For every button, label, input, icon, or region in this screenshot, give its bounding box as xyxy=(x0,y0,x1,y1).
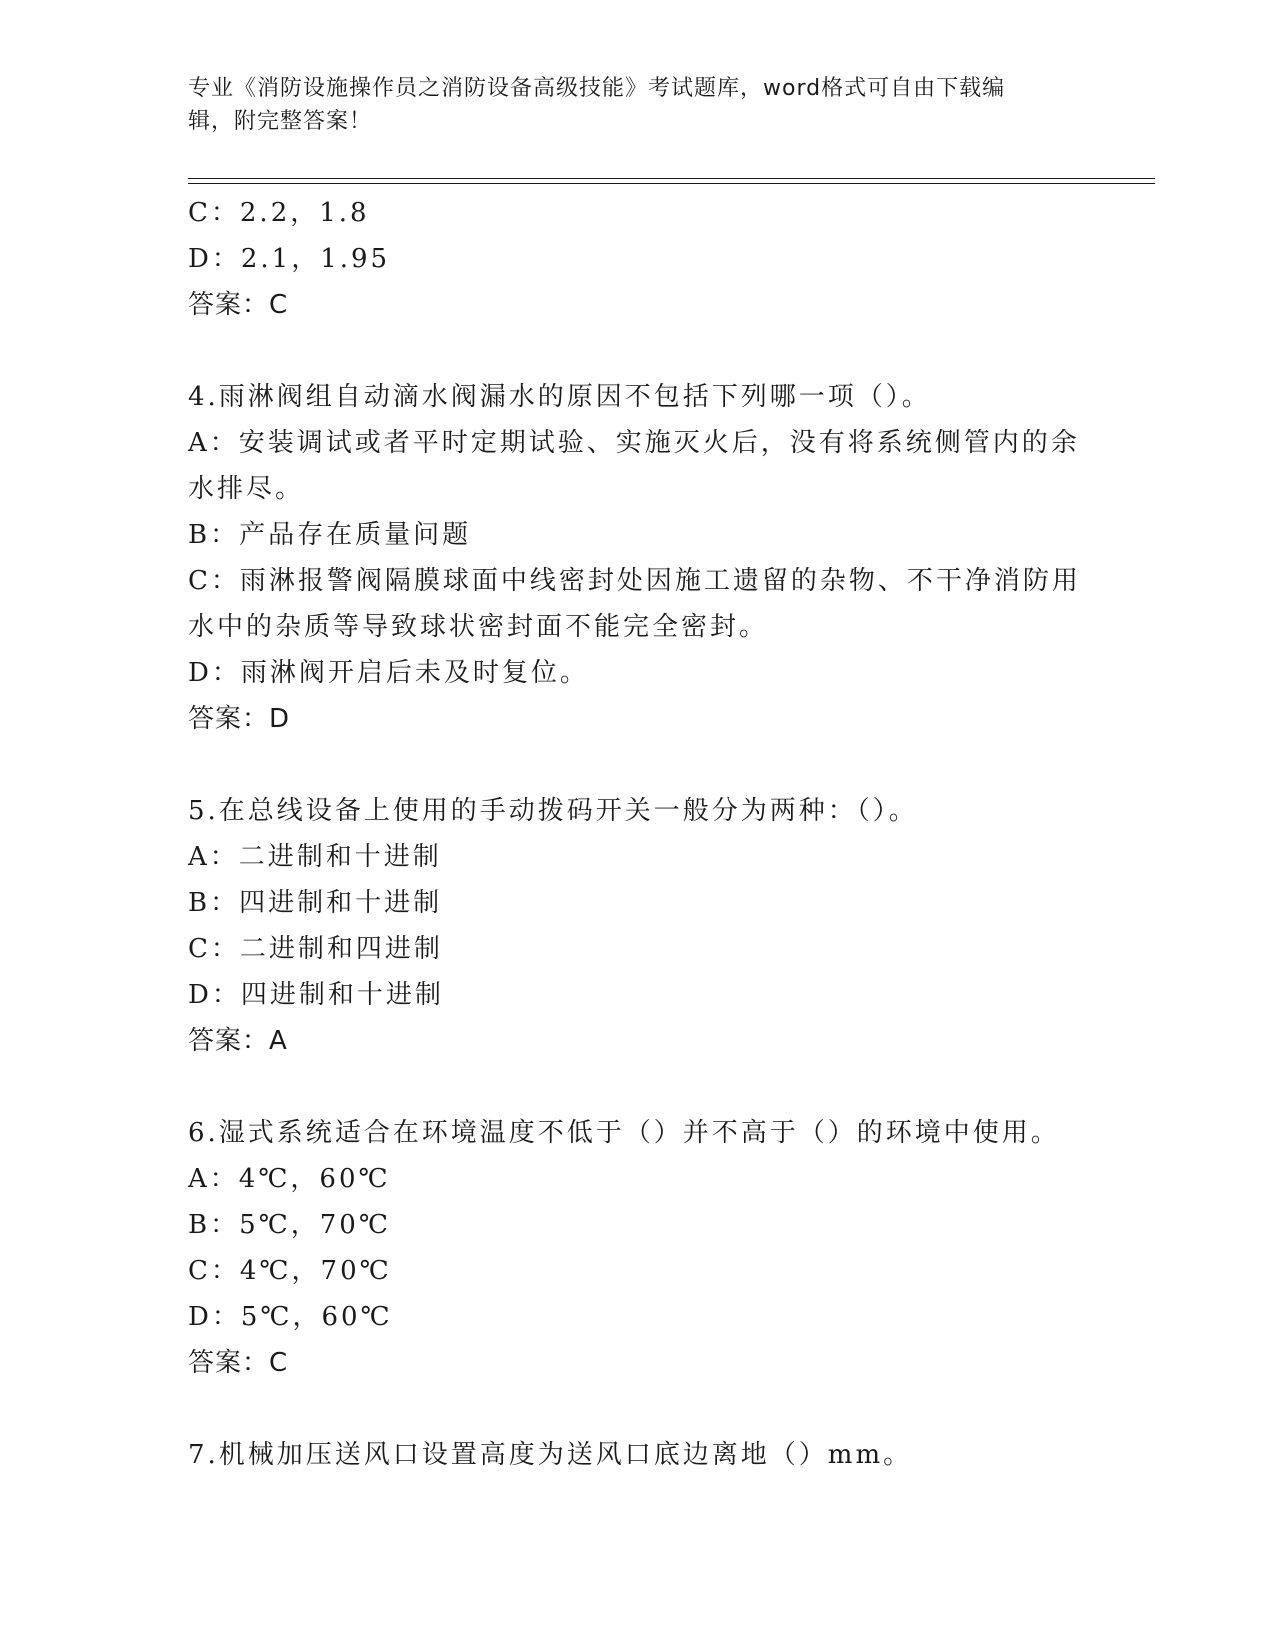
option-line: A：4℃，60℃ xyxy=(188,1164,391,1194)
question-stem: 6.湿式系统适合在环境温度不低于（）并不高于（）的环境中使用。 xyxy=(188,1118,1060,1148)
header-divider-top xyxy=(188,178,1155,179)
spacer xyxy=(188,328,1088,374)
answer-line: 答案：C xyxy=(188,1348,289,1378)
option-line: D：四进制和十进制 xyxy=(188,980,444,1010)
question-7 xyxy=(188,1432,1088,1478)
option-line: 水中的杂质等导致球状密封面不能完全密封。 xyxy=(188,612,769,642)
question-6 xyxy=(188,1110,1088,1386)
option-line: C：二进制和四进制 xyxy=(188,934,443,964)
header-divider-bottom xyxy=(188,183,1155,184)
spacer xyxy=(188,1386,1088,1432)
option-line: B：5℃，70℃ xyxy=(188,1210,391,1240)
page-header xyxy=(188,72,1068,138)
header-line-1: 专业《消防设施操作员之消防设备高级技能》考试题库，word格式可自由下载编 xyxy=(188,76,1006,101)
question-list xyxy=(188,190,1088,1478)
option-line: D：雨淋阀开启后未及时复位。 xyxy=(188,658,589,688)
option-line: A：安装调试或者平时定期试验、实施灭火后，没有将系统侧管内的余 xyxy=(188,428,1080,458)
option-line: C：雨淋报警阀隔膜球面中线密封处因施工遗留的杂物、不干净消防用 xyxy=(188,566,1081,596)
question-5 xyxy=(188,788,1088,1064)
header-line-2: 辑，附完整答案！ xyxy=(188,109,373,134)
spacer xyxy=(188,742,1088,788)
question-stem: 7.机械加压送风口设置高度为送风口底边离地（）mm。 xyxy=(188,1440,913,1470)
spacer xyxy=(188,1064,1088,1110)
option-line: B：四进制和十进制 xyxy=(188,888,443,918)
option-line: C：2.2，1.8 xyxy=(188,198,370,228)
option-line: A：二进制和十进制 xyxy=(188,842,442,872)
option-line: D：2.1，1.95 xyxy=(188,244,391,274)
answer-line: 答案：C xyxy=(188,290,289,320)
option-line: C：4℃，70℃ xyxy=(188,1256,392,1286)
previous-question-tail xyxy=(188,190,1088,328)
option-line: B：产品存在质量问题 xyxy=(188,520,472,550)
question-4 xyxy=(188,374,1088,742)
option-line: D：5℃，60℃ xyxy=(188,1302,393,1332)
option-line: 水排尽。 xyxy=(188,474,305,504)
question-stem: 5.在总线设备上使用的手动拨码开关一般分为两种：（）。 xyxy=(188,796,918,826)
answer-line: 答案：A xyxy=(188,1026,288,1056)
question-stem: 4.雨淋阀组自动滴水阀漏水的原因不包括下列哪一项（）。 xyxy=(188,382,931,412)
answer-line: 答案：D xyxy=(188,704,291,734)
